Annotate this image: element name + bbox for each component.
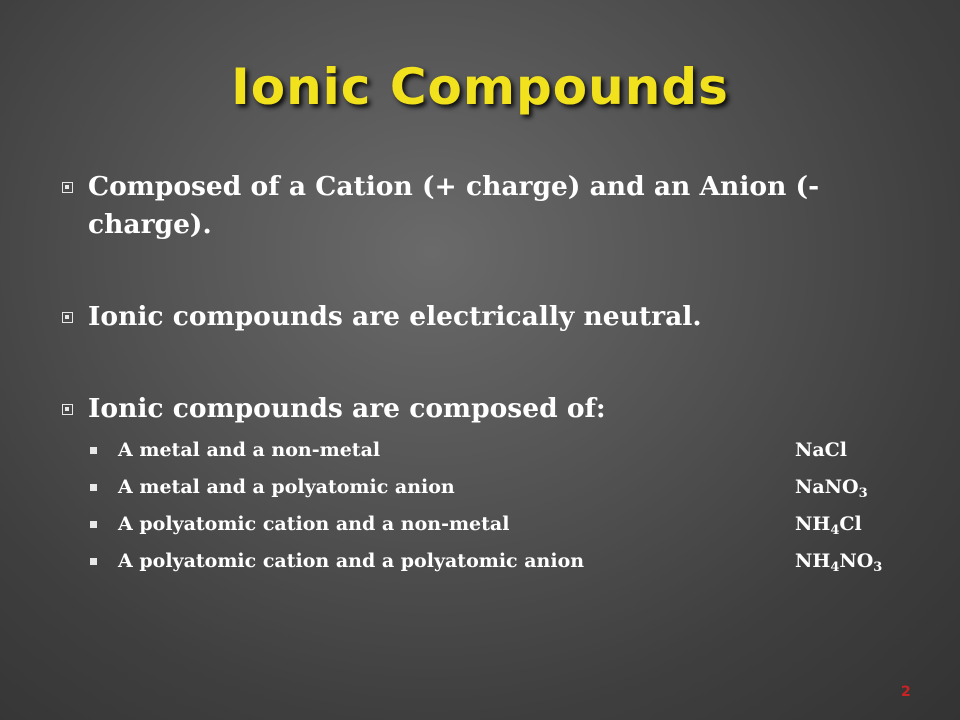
sub-item-polyatomic-cation-nonmetal	[62, 506, 932, 543]
sub-item-polyatomic-cation-polyatomic-anion	[62, 543, 932, 580]
sub-item-text: A polyatomic cation and a polyatomic anion	[118, 550, 585, 572]
bullet-text: Ionic compounds are electrically neutral.	[88, 301, 702, 332]
bullet-cation-anion	[62, 168, 932, 244]
composition-list	[62, 432, 932, 580]
small-square-bullet-icon	[90, 521, 97, 528]
small-square-bullet-icon	[90, 484, 97, 491]
sub-item-text: A polyatomic cation and a non-metal	[118, 513, 510, 535]
square-bullet-icon	[62, 404, 73, 415]
small-square-bullet-icon	[90, 558, 97, 565]
small-square-bullet-icon	[90, 447, 97, 454]
bullet-text: Composed of a Cation (+ charge) and an Anion (- charge).	[88, 171, 820, 240]
slide-title: Ionic Compounds	[231, 58, 729, 116]
square-bullet-icon	[62, 182, 73, 193]
sub-item-text: A metal and a non-metal	[118, 439, 381, 461]
bullet-composed-of	[62, 390, 932, 428]
bullet-neutral	[62, 298, 932, 336]
sub-item-metal-polyatomic-anion	[62, 469, 932, 506]
formula-nacl: NaCl	[795, 439, 848, 461]
sub-item-text: A metal and a polyatomic anion	[118, 476, 455, 498]
sub-item-metal-nonmetal	[62, 432, 932, 469]
page-number: 2	[901, 684, 911, 700]
square-bullet-icon	[62, 312, 73, 323]
formula-nh4cl: $NH_4Cl$	[795, 513, 862, 538]
formula-nh4no3: $NH_4NO_3$	[795, 550, 883, 575]
formula-nano3: NaNO$_3$	[795, 476, 868, 501]
bullet-text: Ionic compounds are composed of:	[88, 393, 606, 424]
slide-content	[62, 168, 932, 580]
